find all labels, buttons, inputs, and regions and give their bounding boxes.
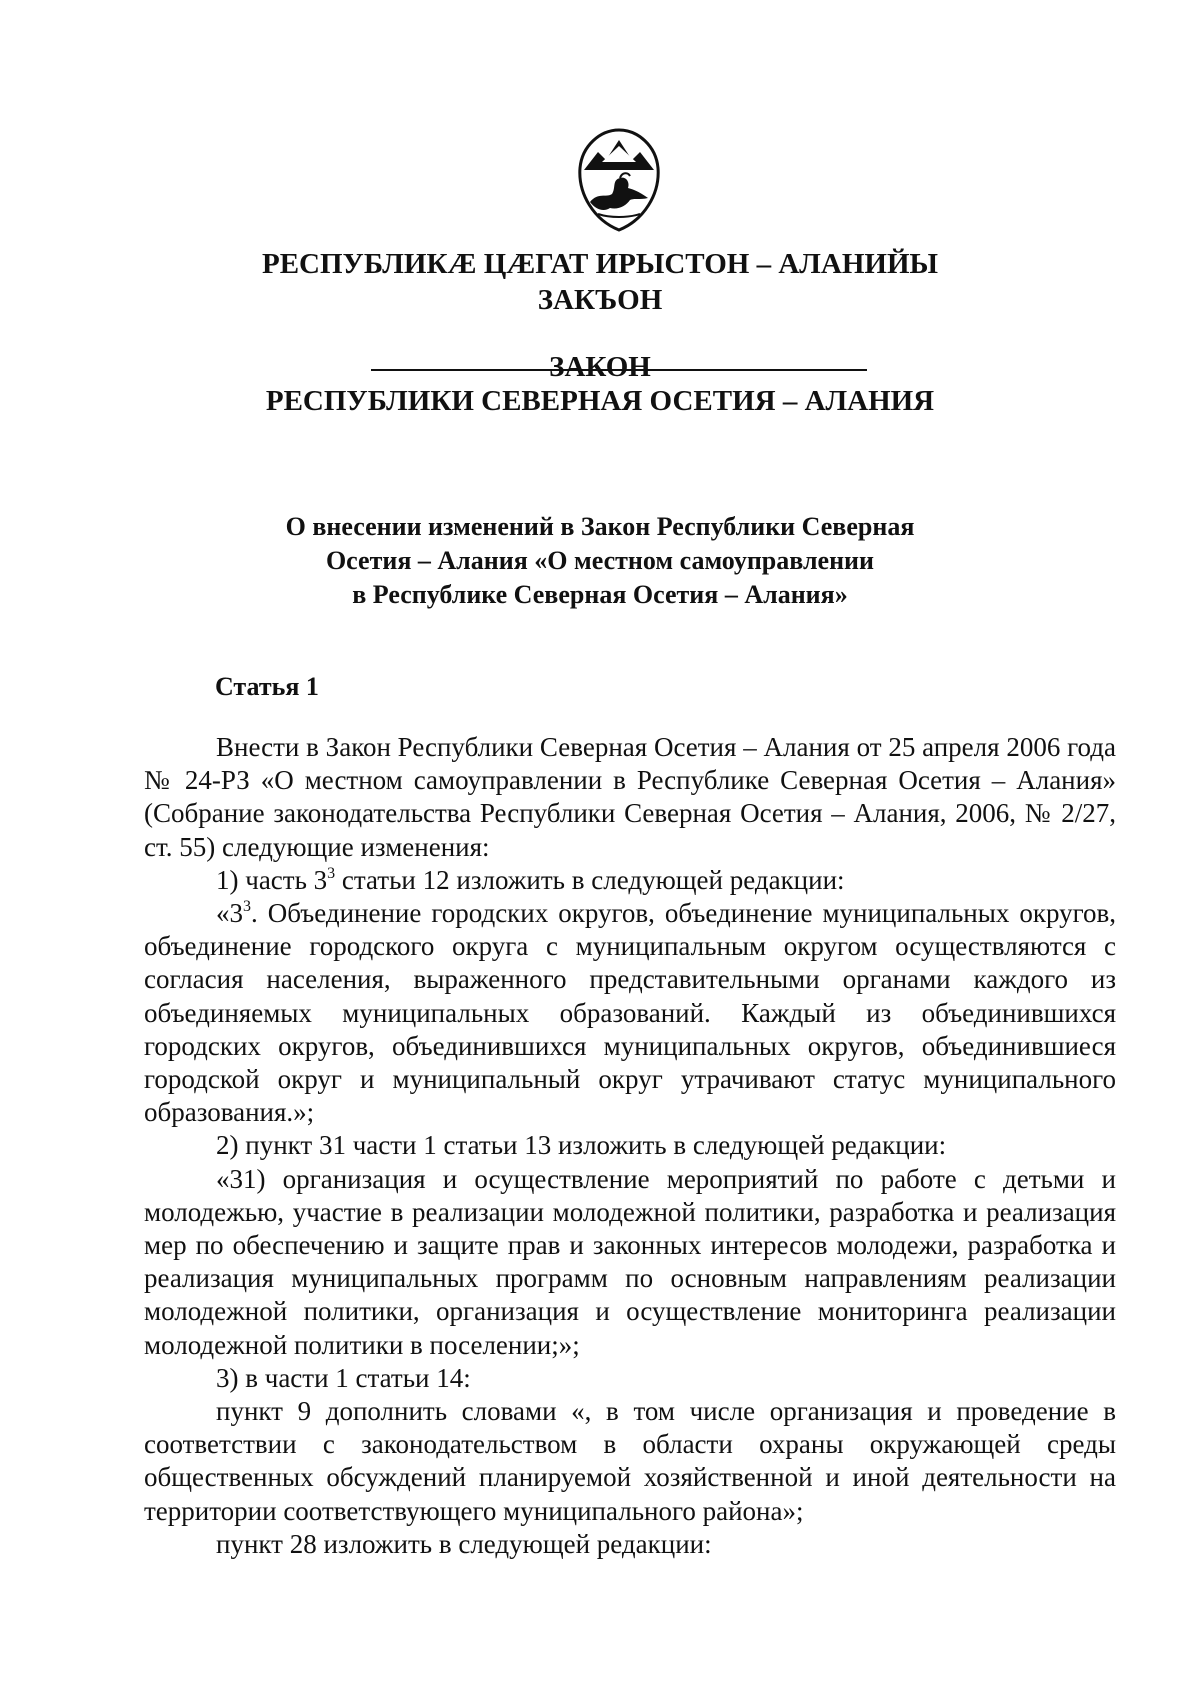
title-line: О внесении изменений в Закон Республики Северная: [285, 512, 915, 541]
amendment-quote-1: «$3^3$. Объединение городских округов, объединение муниципальных округов, объединение городского округа с муниципальным округом осуществляются с согласия населения, выраженного представительными органами каждого из объединяемых муниципальных образований. Каждый из объединившихся городских округов, объединившихся муниципальных округов, объединившиеся городской округ и муниципальный округ утрачивают статус муниципального образования.»;: [144, 898, 1116, 1128]
amendment-quote-2: «31) организация и осуществление мероприятий по работе с детьми и молодежью, участие в реализации молодежной политики, разработка и реализация мер по обеспечению и защите прав и законных интересов молодежи, разработка и реализация муниципальных программ по основным направлениям реализации молодежной политики, организация и осуществление мониторинга реализации молодежной политики в поселении;»;: [144, 1163, 1116, 1360]
ossetian-republic-name: РЕСПУБЛИКӔ ЦӔГАТ ИРЫСТОН – АЛАНИЙЫ: [262, 248, 938, 280]
article-heading: Статья 1: [215, 672, 319, 701]
amendment-item-2: 2) пункт 31 части 1 статьи 13 изложить в следующей редакции:: [216, 1130, 947, 1161]
document-title: [150, 510, 1050, 612]
title-line: в Республике Северная Осетия – Алания»: [352, 580, 848, 609]
ossetian-law-label: ЗАКЪОН: [537, 284, 663, 316]
coat-of-arms-emblem-icon: [576, 128, 662, 232]
russian-law-label: ЗАКОН: [549, 351, 651, 383]
article-intro: Внести в Закон Республики Северная Осетия – Алания от 25 апреля 2006 года № 24-РЗ «О местном самоуправлении в Республике Северная Осетия – Алания» (Собрание законодательства Республики Северная Осетия – Алания, 2006, № 2/27, ст. 55) следующие изменения:: [144, 732, 1116, 862]
amendment-item-3: 3) в части 1 статьи 14:: [216, 1362, 471, 1393]
title-line: Осетия – Алания «О местном самоуправлении: [325, 546, 875, 575]
amendment-point-9: пункт 9 дополнить словами «, в том числе организация и проведение в соответствии с законодательством в области охраны окружающей среды общественных обсуждений планируемой хозяйственной и иной деятельности на территории соответствующего муниципального района»;: [144, 1396, 1116, 1526]
russian-republic-name: РЕСПУБЛИКИ СЕВЕРНАЯ ОСЕТИЯ – АЛАНИЯ: [265, 385, 935, 417]
article-body: [144, 731, 1116, 1561]
amendment-item-1: 1) часть $3^3$ статьи 12 изложить в следующей редакции:: [216, 864, 845, 895]
amendment-point-28: пункт 28 изложить в следующей редакции:: [216, 1528, 712, 1559]
